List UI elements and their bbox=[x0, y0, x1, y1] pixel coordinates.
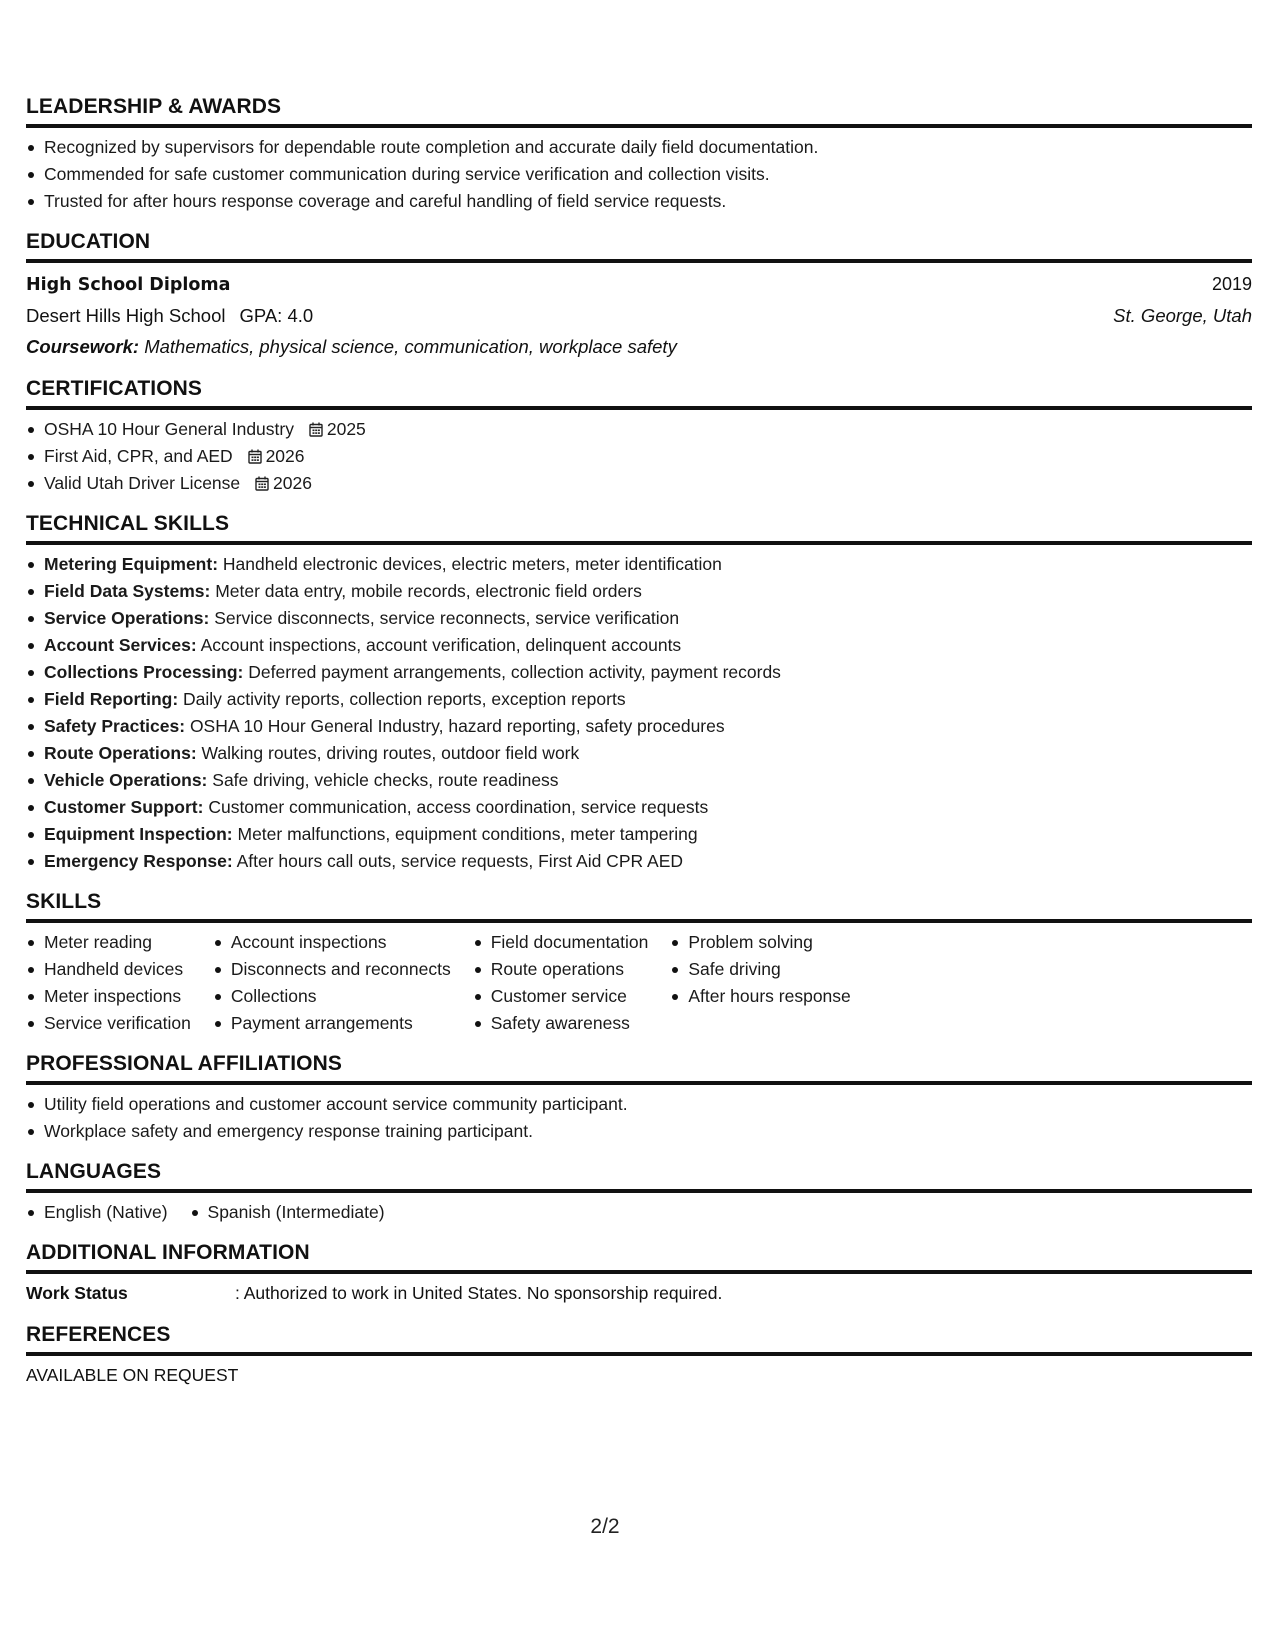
section-title-languages: LANGUAGES bbox=[26, 1159, 1252, 1193]
skill-item: Handheld devices bbox=[44, 956, 191, 983]
school-name: Desert Hills High School bbox=[26, 305, 226, 326]
skills-list bbox=[26, 929, 191, 1037]
technical-skill-text: After hours call outs, service requests, First Aid CPR AED bbox=[236, 851, 684, 871]
skill-item: Meter inspections bbox=[44, 983, 191, 1010]
additional-info-section bbox=[26, 1240, 1252, 1306]
list-item: Utility field operations and customer account service community participant. bbox=[44, 1091, 1252, 1118]
technical-skill-label: Vehicle Operations: bbox=[44, 770, 208, 790]
languages-list bbox=[26, 1199, 425, 1226]
skills-column bbox=[26, 929, 191, 1037]
skills-column bbox=[473, 929, 649, 1037]
technical-skill-label: Customer Support: bbox=[44, 797, 204, 817]
section-title-references: REFERENCES bbox=[26, 1322, 1252, 1356]
skills-list bbox=[670, 929, 850, 1010]
technical-skill-item bbox=[44, 605, 1252, 632]
certification-name: Valid Utah Driver License bbox=[44, 473, 241, 493]
certification-item bbox=[44, 443, 1252, 470]
work-status-value: : Authorized to work in United States. No sponsorship required. bbox=[235, 1283, 723, 1303]
technical-skill-text: Customer communication, access coordination, service requests bbox=[208, 797, 709, 817]
section-title-affiliations: PROFESSIONAL AFFILIATIONS bbox=[26, 1051, 1252, 1085]
list-item: Workplace safety and emergency response training participant. bbox=[44, 1118, 1252, 1145]
technical-skill-label: Field Reporting: bbox=[44, 689, 179, 709]
work-status-label: Work Status bbox=[26, 1283, 128, 1303]
technical-skill-label: Equipment Inspection: bbox=[44, 824, 233, 844]
education-school-row bbox=[26, 300, 1252, 331]
technical-skill-text: Meter data entry, mobile records, electronic field orders bbox=[215, 581, 642, 601]
section-title-education: EDUCATION bbox=[26, 229, 1252, 263]
technical-skill-item bbox=[44, 848, 1252, 875]
section-title-certifications: CERTIFICATIONS bbox=[26, 376, 1252, 410]
coursework-text: Mathematics, physical science, communication, workplace safety bbox=[144, 336, 677, 357]
technical-skill-text: Walking routes, driving routes, outdoor field work bbox=[201, 743, 580, 763]
skills-list bbox=[213, 929, 451, 1037]
technical-skill-item bbox=[44, 659, 1252, 686]
technical-skill-item bbox=[44, 713, 1252, 740]
technical-skill-label: Collections Processing: bbox=[44, 662, 244, 682]
education-degree-row bbox=[26, 269, 1252, 300]
certification-item bbox=[44, 470, 1252, 497]
technical-skill-item bbox=[44, 767, 1252, 794]
technical-skill-text: Service disconnects, service reconnects, service verification bbox=[214, 608, 680, 628]
affiliations-list bbox=[26, 1091, 1252, 1145]
certification-year: 2025 bbox=[326, 419, 366, 439]
skill-item: Field documentation bbox=[491, 929, 649, 956]
technical-skill-item bbox=[44, 551, 1252, 578]
certifications-list bbox=[26, 416, 1252, 497]
skills-column bbox=[213, 929, 451, 1037]
skills-list bbox=[473, 929, 649, 1037]
resume-page bbox=[26, 94, 1252, 1398]
references-section bbox=[26, 1322, 1252, 1388]
list-item: Trusted for after hours response coverage and careful handling of field service requests. bbox=[44, 188, 1252, 215]
technical-skill-text: Account inspections, account verification, delinquent accounts bbox=[200, 635, 682, 655]
skill-item: Payment arrangements bbox=[231, 1010, 451, 1037]
work-status-row bbox=[26, 1280, 1252, 1306]
technical-skill-text: Deferred payment arrangements, collection activity, payment records bbox=[248, 662, 781, 682]
language-item: English (Native) bbox=[44, 1199, 168, 1226]
technical-skill-text: Handheld electronic devices, electric meters, meter identification bbox=[222, 554, 722, 574]
technical-skill-item bbox=[44, 740, 1252, 767]
certification-year: 2026 bbox=[273, 473, 312, 493]
technical-skill-item bbox=[44, 686, 1252, 713]
technical-skill-text: Meter malfunctions, equipment conditions, meter tampering bbox=[237, 824, 698, 844]
skill-item: Safety awareness bbox=[491, 1010, 649, 1037]
affiliations-section bbox=[26, 1051, 1252, 1145]
technical-skill-text: Daily activity reports, collection reports, exception reports bbox=[183, 689, 626, 709]
calendar-icon bbox=[248, 445, 262, 460]
gpa: GPA: 4.0 bbox=[239, 305, 314, 326]
skill-item: Problem solving bbox=[688, 929, 850, 956]
calendar-icon bbox=[309, 418, 323, 433]
leadership-section bbox=[26, 94, 1252, 215]
technical-skill-label: Route Operations: bbox=[44, 743, 197, 763]
skills-grid bbox=[26, 929, 1252, 1037]
references-text: AVAILABLE ON REQUEST bbox=[26, 1365, 239, 1385]
technical-skill-label: Metering Equipment: bbox=[44, 554, 219, 574]
technical-skill-label: Account Services: bbox=[44, 635, 197, 655]
technical-skill-item bbox=[44, 632, 1252, 659]
skill-item: Route operations bbox=[491, 956, 649, 983]
skill-item: Collections bbox=[231, 983, 451, 1010]
skill-item: After hours response bbox=[688, 983, 850, 1010]
technical-skill-label: Field Data Systems: bbox=[44, 581, 211, 601]
certification-item bbox=[44, 416, 1252, 443]
list-item: Commended for safe customer communication during service verification and collection visits. bbox=[44, 161, 1252, 188]
skill-item: Safe driving bbox=[688, 956, 850, 983]
graduation-year: 2019 bbox=[1211, 274, 1252, 294]
languages-section bbox=[26, 1159, 1252, 1226]
section-title-technical-skills: TECHNICAL SKILLS bbox=[26, 511, 1252, 545]
page-number: 2/2 bbox=[590, 1515, 620, 1538]
leadership-list bbox=[26, 134, 1252, 215]
school-location: St. George, Utah bbox=[1113, 305, 1252, 326]
technical-skills-section bbox=[26, 511, 1252, 875]
technical-skills-list bbox=[26, 551, 1252, 875]
coursework-label: Coursework: bbox=[26, 336, 140, 357]
skill-item: Meter reading bbox=[44, 929, 191, 956]
skills-section bbox=[26, 889, 1252, 1037]
technical-skill-label: Service Operations: bbox=[44, 608, 210, 628]
languages-row bbox=[26, 1199, 1252, 1226]
skills-column bbox=[670, 929, 850, 1037]
certifications-section bbox=[26, 376, 1252, 497]
calendar-icon bbox=[255, 472, 269, 487]
skill-item: Service verification bbox=[44, 1010, 191, 1037]
section-title-skills: SKILLS bbox=[26, 889, 1252, 923]
school-line bbox=[26, 300, 313, 331]
certification-name: First Aid, CPR, and AED bbox=[44, 446, 233, 466]
list-item: Recognized by supervisors for dependable route completion and accurate daily field documentation. bbox=[44, 134, 1252, 161]
coursework-line bbox=[26, 331, 1252, 362]
skill-item: Disconnects and reconnects bbox=[231, 956, 451, 983]
skill-item: Customer service bbox=[491, 983, 649, 1010]
section-title-leadership: LEADERSHIP & AWARDS bbox=[26, 94, 1252, 128]
technical-skill-item bbox=[44, 794, 1252, 821]
skill-item: Account inspections bbox=[231, 929, 451, 956]
technical-skill-label: Emergency Response: bbox=[44, 851, 233, 871]
certification-name: OSHA 10 Hour General Industry bbox=[44, 419, 294, 439]
technical-skill-item bbox=[44, 821, 1252, 848]
language-item: Spanish (Intermediate) bbox=[208, 1199, 385, 1226]
certification-year: 2026 bbox=[265, 446, 305, 466]
technical-skill-label: Safety Practices: bbox=[44, 716, 186, 736]
technical-skill-text: Safe driving, vehicle checks, route readiness bbox=[212, 770, 559, 790]
section-title-additional-info: ADDITIONAL INFORMATION bbox=[26, 1240, 1252, 1274]
degree-name: High School Diploma bbox=[26, 275, 231, 295]
education-section bbox=[26, 229, 1252, 362]
technical-skill-text: OSHA 10 Hour General Industry, hazard reporting, safety procedures bbox=[189, 716, 725, 736]
technical-skill-item bbox=[44, 578, 1252, 605]
